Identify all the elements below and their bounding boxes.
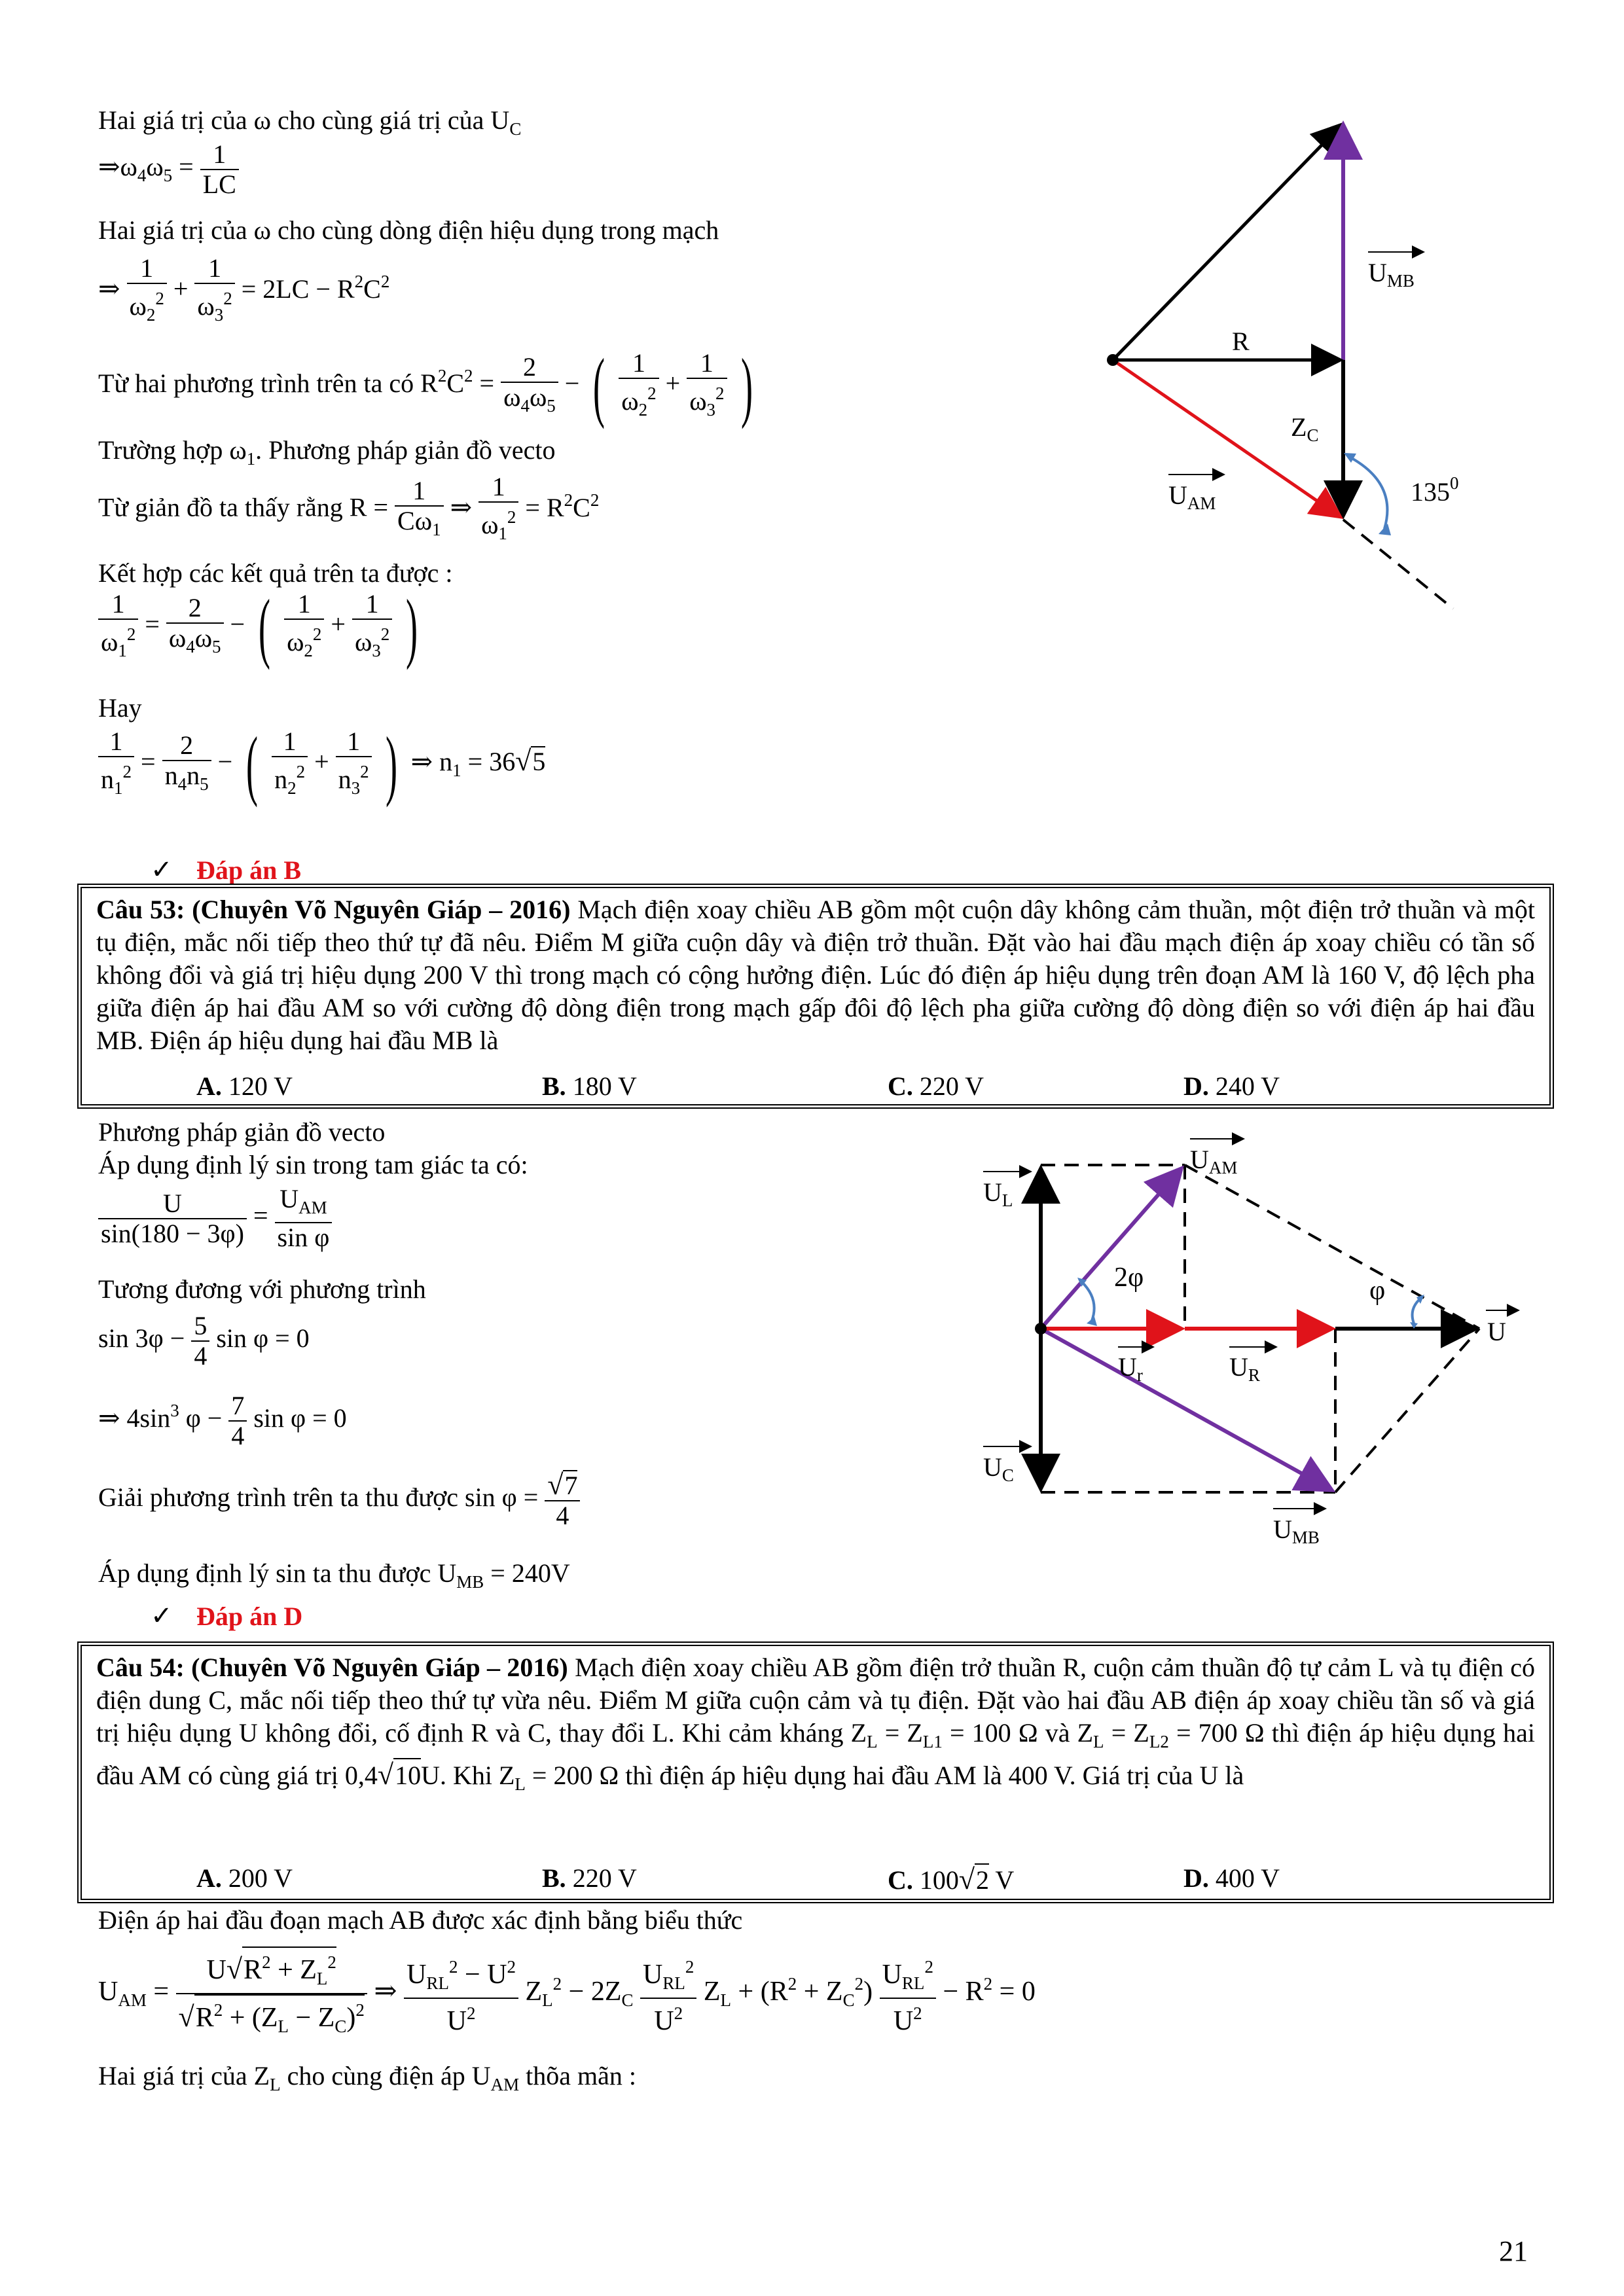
equation-umb-result: Áp dụng định lý sin ta thu được $U_{MB} = 240V$ — [98, 1558, 570, 1592]
line-two-omega-uc: Hai giá trị của ω cho cùng giá trị của $U_C$ — [98, 105, 522, 139]
line-same-current: Hai giá trị của ω cho cùng dòng điện hiệu dụng trong mạch — [98, 215, 719, 245]
q54-option-b: B. 220 V — [542, 1863, 637, 1893]
q54-option-a: A. 200 V — [196, 1863, 293, 1893]
equation-sin-phi: Giải phương trình trên ta thu được sin φ = $\frac{√7}{4}$ — [98, 1470, 580, 1530]
page-number: 21 — [1499, 2235, 1528, 2267]
origin-point — [1035, 1323, 1047, 1335]
phasor-diagram-2 — [969, 1113, 1558, 1551]
label-uR: $U_R$ — [1229, 1352, 1260, 1385]
equation-uam-quadratic: $U_{AM}$ = $\frac{U√R^2 + Z_L^2}{√R^2 + (Z_L - Z_C)^2}$ ⇒ $U_{RL}^2 - U^2$ $U^2$ $Z_L^2 - 2Z_C$ $U_{RL}^2$ $U^2$ $Z_L + (R^2 + Z_C^2)$ $U_{RL}^2$ $U^2$ − $R^2 = 0$ — [98, 1946, 1036, 2041]
label-uam: $U_{AM}$ — [1168, 480, 1216, 513]
line-combine-results: Kết hợp các kết quả trên ta được : — [98, 558, 453, 588]
q54-option-c: C. 100√2 V — [888, 1863, 1015, 1895]
line-phasor-method: Phương pháp giản đồ vecto — [98, 1117, 386, 1147]
label-r: R — [1232, 327, 1250, 356]
arc-2phi — [1081, 1282, 1094, 1321]
label-umb: $U_{MB}$ — [1368, 258, 1415, 291]
equation-omega4-omega5: $\Rightarrow\omega_4\omega_5$ = $\frac{1}{LC}$ — [98, 140, 239, 199]
arc-phi — [1413, 1299, 1420, 1323]
dashed-extension — [1343, 520, 1453, 609]
line-equivalent-eq: Tương đương với phương trình — [98, 1274, 426, 1304]
equation-n1: $\frac{1}{n_1^2}$ = $\frac{2}{n_4n_5}$ − ( $\frac{1}{n_2^2}$ + $\frac{1}{n_3^2}$ ) ⇒ $n_1 = 36√5$ — [98, 725, 545, 804]
phasor-diagram-1 — [1060, 92, 1532, 628]
vector-umb — [1041, 1329, 1332, 1490]
answer-b: Đáp án B — [196, 855, 302, 885]
equation-cubic: ⇒ $4\sin^3$ φ − $\frac{7}{4}$ sin φ = 0 — [98, 1391, 347, 1450]
check-icon: ✓ — [151, 1601, 173, 1631]
equation-inverse-omega-sum: ⇒ $\frac{1}{\omega_2^2}$ + $\frac{1}{\omega_3^2}$ = $2LC - R^2C^2$ — [98, 254, 389, 329]
label-u: U — [1487, 1317, 1506, 1346]
label-uc: $U_C$ — [983, 1452, 1014, 1485]
label-umb: $U_{MB}$ — [1273, 1515, 1320, 1547]
vector-u — [1113, 124, 1342, 360]
label-2phi: 2φ — [1114, 1263, 1144, 1293]
origin-point — [1107, 354, 1119, 366]
equation-sine-ratio: $\frac{U}{\sin(180 - 3\varphi)}$ = $U_{AM}$ sin φ — [98, 1185, 332, 1252]
line-sine-rule: Áp dụng định lý sin trong tam giác ta có: — [98, 1150, 528, 1179]
line-hay: Hay — [98, 693, 142, 723]
equation-sin3phi: sin 3φ − $\frac{5}{4}$ sin φ = 0 — [98, 1311, 310, 1371]
label-angle-135: $135^0$ — [1411, 473, 1459, 507]
answer-d: Đáp án D — [196, 1602, 303, 1631]
label-phi: φ — [1369, 1276, 1386, 1306]
equation-omega1: $\frac{1}{\omega_1^2}$ = $\frac{2}{\omega_4\omega_5}$ − ( $\frac{1}{\omega_2^2}$ + $\frac{1}{\omega_3^2}$ ) — [98, 588, 425, 666]
line-case-omega1: Trường hợp $\omega_1$. Phương pháp giản đồ vecto — [98, 435, 556, 469]
q54-option-d: D. 400 V — [1183, 1863, 1280, 1893]
line-two-zl-values: Hai giá trị của $Z_L$ cho cùng điện áp $U_{AM}$ thõa mãn : — [98, 2061, 636, 2094]
angle-arc — [1352, 458, 1387, 529]
equation-r2c2: Từ hai phương trình trên ta có $R^2C^2$ = $\frac{2}{\omega_4\omega_5}$ − ( $\frac{1}{\omega_2^2}$ + $\frac{1}{\omega_3^2}$ ) — [98, 342, 753, 429]
q53-option-c: C. 220 V — [888, 1071, 984, 1101]
q53-option-a: A. 120 V — [196, 1071, 293, 1101]
label-uam: $U_{AM}$ — [1190, 1145, 1238, 1177]
label-zc: $Z_C$ — [1291, 412, 1319, 445]
equation-r-from-diagram: Từ giản đồ ta thấy rằng R = $\frac{1}{C\omega_1}$ ⇒ $\frac{1}{\omega_1^2}$ = $R^2C^2$ — [98, 473, 599, 548]
question-53-box: Câu 53: (Chuyên Võ Nguyên Giáp – 2016) Mạch điện xoay chiều AB gồm một cuộn dây không cảm thuần, một điện trở thuần và một tụ điện, mắc nối tiếp theo thứ tự đã nêu. Điểm M giữa cuộn dây và điện trở thuần. Đặt vào hai đầu mạch điện áp xoay chiều có tần số không đổi và giá trị hiệu dụng 200 V thì trong mạch có cộng hưởng điện. Lúc đó điện áp hiệu dụng trên đoạn AM là 160 V, độ lệch pha giữa điện áp hai đầu AM so với cường độ dòng điện trong mạch gấp đôi độ lệch pha giữa cường độ dòng điện so với điện áp hai đầu MB. Điện áp hiệu dụng hai đầu MB là — [77, 884, 1554, 1109]
label-ur: $U_r$ — [1118, 1352, 1143, 1385]
check-icon: ✓ — [151, 855, 173, 885]
q53-option-d: D. 240 V — [1183, 1071, 1280, 1101]
label-ul: $U_L$ — [983, 1177, 1013, 1210]
line-uam-expression: Điện áp hai đầu đoạn mạch AB được xác định bằng biểu thức — [98, 1905, 743, 1935]
question-54-box: Câu 54: (Chuyên Võ Nguyên Giáp – 2016) Mạch điện xoay chiều AB gồm điện trở thuần R, cuộn cảm thuần độ tự cảm L và tụ điện có điện dung C, mắc nối tiếp theo thứ tự vừa nêu. Điểm M giữa cuộn cảm và tụ điện. Đặt vào hai đầu AB điện áp xoay chiều tần số và giá trị hiệu dụng U không đổi, cố định R và C, thay đổi L. Khi cảm kháng $Z_L = Z_{L1} = 100$ Ω và $Z_L = Z_{L2} = 700$ Ω thì điện áp hiệu dụng hai đầu AM có cùng giá trị 0,4√10U. Khi $Z_L = 200$ Ω thì điện áp hiệu dụng hai đầu AM là 400 V. Giá trị của U là — [77, 1641, 1554, 1903]
vector-uam — [1041, 1168, 1182, 1329]
q53-option-b: B. 180 V — [542, 1071, 637, 1101]
